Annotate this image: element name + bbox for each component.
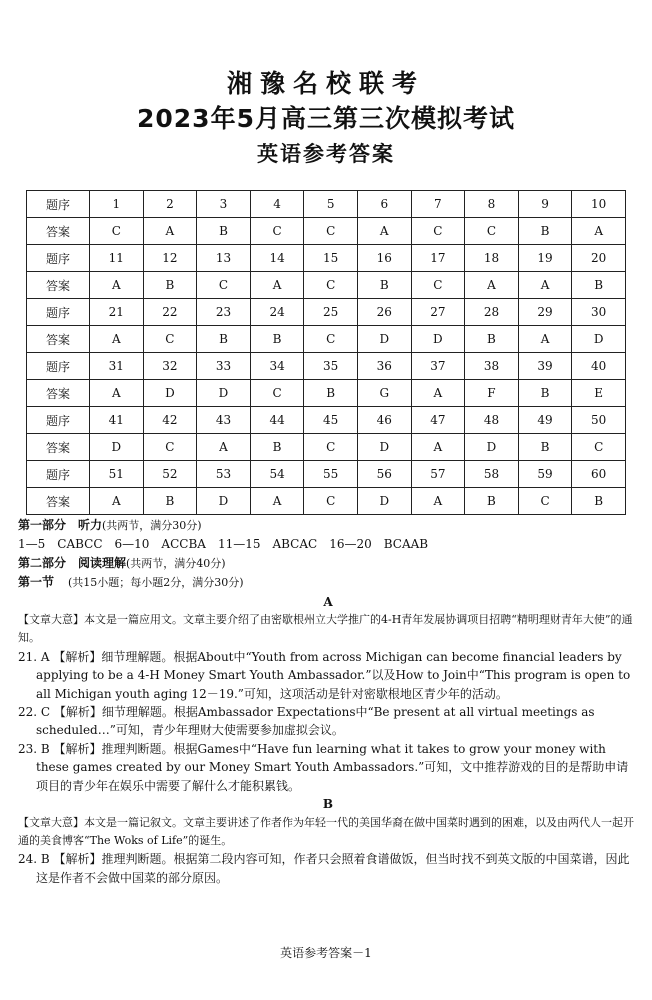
section1-note: (共15小题；每小题2分，满分30分) [68,576,244,590]
answer-label-cell: 答案 [27,326,90,353]
explanation-section [18,516,638,887]
question-number-cell: 57 [411,461,465,488]
answer-letter-cell: C [304,434,358,461]
question-number-cell: 39 [518,353,572,380]
answer-letter-cell: B [465,488,519,515]
question-number-cell: 55 [304,461,358,488]
question-number-cell: 38 [465,353,519,380]
question-number-cell: 18 [465,245,519,272]
answer-letter-cell: C [465,218,519,245]
answer-letter-cell: B [197,218,251,245]
question-number-cell: 50 [572,407,626,434]
question-label-cell: 题序 [27,353,90,380]
answer-letter-cell: C [304,488,358,515]
question-number-cell: 6 [357,191,411,218]
answer-letter-cell: B [518,218,572,245]
answer-letter-cell: C [143,326,197,353]
question-number-cell: 21 [90,299,144,326]
answer-letter-cell: A [90,380,144,407]
answer-letter-cell: A [411,488,465,515]
question-number-cell: 10 [572,191,626,218]
answer-letter-cell: E [572,380,626,407]
question-number-cell: 34 [250,353,304,380]
question-number-cell: 19 [518,245,572,272]
question-number-cell: 31 [90,353,144,380]
answer-letter-cell: B [304,380,358,407]
question-number-cell: 17 [411,245,465,272]
question-number-cell: 43 [197,407,251,434]
question-number-cell: 7 [411,191,465,218]
question-row [27,191,626,218]
section1-heading: 第一节 [18,575,55,590]
part1-note: (共两节，满分30分) [102,519,202,532]
answer-label-cell: 答案 [27,218,90,245]
question-number-cell: 53 [197,461,251,488]
answer-letter-cell: D [357,326,411,353]
answer-letter-cell: C [304,326,358,353]
question-number-cell: 58 [465,461,519,488]
question-number-cell: 42 [143,407,197,434]
answer-letter-cell: B [143,272,197,299]
answer-row [27,380,626,407]
answer-letter-cell: D [411,326,465,353]
answer-letter-cell: B [357,272,411,299]
question-number-cell: 1 [90,191,144,218]
answer-letter-cell: C [518,488,572,515]
question-number-cell: 2 [143,191,197,218]
answer-letter-cell: A [518,272,572,299]
part1-heading: 第一部分 听力 [18,518,103,532]
answer-letter-cell: A [90,488,144,515]
question-24-explanation: 24. B 【解析】推理判断题。根据第二段内容可知，作者只会照着食谱做饭，但当时找不到英文版的中国菜谱，因此这是作者不会做中国菜的部分原因。 [18,852,630,885]
answer-letter-cell: B [572,488,626,515]
question-number-cell: 60 [572,461,626,488]
question-number-cell: 29 [518,299,572,326]
question-number-cell: 11 [90,245,144,272]
answer-letter-cell: A [518,326,572,353]
question-number-cell: 25 [304,299,358,326]
answer-letter-cell: D [197,380,251,407]
question-22-explanation: 22. C 【解析】细节理解题。根据Ambassador Expectations中“Be present at all virtual meetings as scheduled…”可知，青少年理财大使需要参加虚拟会议。 [18,705,595,738]
part2-heading: 第二部分 阅读理解 [18,555,127,570]
answer-letter-cell: A [357,218,411,245]
question-number-cell: 56 [357,461,411,488]
question-number-cell: 28 [465,299,519,326]
answer-letter-cell: D [357,434,411,461]
answer-letter-cell: A [143,218,197,245]
question-number-cell: 13 [197,245,251,272]
answer-letter-cell: C [304,218,358,245]
question-number-cell: 23 [197,299,251,326]
exam-title-line2: 2023年5月高三第三次模拟考试 [137,104,515,133]
question-label-cell: 题序 [27,191,90,218]
question-number-cell: 36 [357,353,411,380]
exam-title-line3: 英语参考答案 [257,142,395,166]
question-number-cell: 41 [90,407,144,434]
answer-letter-cell: C [411,272,465,299]
answer-letter-cell: B [197,326,251,353]
answer-letter-cell: C [250,380,304,407]
question-number-cell: 24 [250,299,304,326]
answer-label-cell: 答案 [27,272,90,299]
question-number-cell: 44 [250,407,304,434]
answer-letter-cell: C [572,434,626,461]
question-number-cell: 9 [518,191,572,218]
question-row [27,407,626,434]
answer-letter-cell: B [250,434,304,461]
answer-letter-cell: B [572,272,626,299]
page-footer: 英语参考答案－1 [280,946,372,960]
question-number-cell: 48 [465,407,519,434]
part2-line [18,554,638,573]
answer-letter-cell: D [465,434,519,461]
answer-table-body [27,191,626,515]
answer-letter-cell: C [197,272,251,299]
question-number-cell: 51 [90,461,144,488]
answer-letter-cell: B [143,488,197,515]
answer-letter-cell: A [90,326,144,353]
question-number-cell: 5 [304,191,358,218]
answer-letter-cell: C [304,272,358,299]
answer-letter-cell: B [465,326,519,353]
answer-letter-cell: B [250,326,304,353]
question-number-cell: 15 [304,245,358,272]
question-number-cell: 8 [465,191,519,218]
question-number-cell: 47 [411,407,465,434]
question-number-cell: 35 [304,353,358,380]
answer-row [27,434,626,461]
answer-letter-cell: A [411,434,465,461]
answer-letter-cell: D [197,488,251,515]
question-23-explanation: 23. B 【解析】推理判断题。根据Games中“Have fun learning what it takes to grow your money with these games created by our Money Smart Youth Ambassadors.”可知，文中推荐游戏的目的是帮助申请项目的青少年在娱乐中需要了解什么才能积累钱。 [18,741,629,793]
answer-letter-cell: A [250,488,304,515]
answer-label-cell: 答案 [27,434,90,461]
answer-row [27,272,626,299]
question-number-cell: 46 [357,407,411,434]
question-number-cell: 52 [143,461,197,488]
answer-row [27,488,626,515]
question-number-cell: 49 [518,407,572,434]
answer-row [27,218,626,245]
answer-letter-cell: A [465,272,519,299]
answer-letter-cell: B [518,380,572,407]
question-label-cell: 题序 [27,299,90,326]
answer-letter-cell: C [90,218,144,245]
question-number-cell: 22 [143,299,197,326]
question-label-cell: 题序 [27,245,90,272]
question-number-cell: 59 [518,461,572,488]
question-label-cell: 题序 [27,461,90,488]
answer-letter-cell: A [250,272,304,299]
question-21-explanation: 21. A 【解析】细节理解题。根据About中“Youth from across Michigan can become financial leaders by applying to be a 4-H Money Smart Youth Ambassador.”以及How to Join中“This program is open to all Michigan youth aging 12－19.”可知，这项活动是针对密歇根地区青少年的活动。 [18,649,631,701]
question-number-cell: 45 [304,407,358,434]
question-number-cell: 3 [197,191,251,218]
answer-letter-cell: D [572,326,626,353]
question-row [27,245,626,272]
question-number-cell: 27 [411,299,465,326]
section1-line [18,573,638,592]
passage-b-letter: B [322,797,334,812]
question-number-cell: 37 [411,353,465,380]
passage-a-letter: A [323,594,333,609]
answer-letter-cell: D [143,380,197,407]
answer-letter-cell: C [143,434,197,461]
question-label-cell: 题序 [27,407,90,434]
passage-b-summary: 【文章大意】本文是一篇记叙文。文章主要讲述了作者作为年轻一代的美国华裔在做中国菜时遇到的困难，以及由两代人一起开通的美食博客“The Woks of Life”的诞生。 [18,815,634,847]
question-number-cell: 14 [250,245,304,272]
answer-letter-cell: B [518,434,572,461]
answer-letter-cell: G [357,380,411,407]
answer-letter-cell: A [197,434,251,461]
passage-a-summary: 【文章大意】本文是一篇应用文。文章主要介绍了由密歇根州立大学推广的4-H青年发展协调项目招聘“精明理财青年大使”的通知。 [18,613,633,645]
answer-letter-cell: F [465,380,519,407]
answer-letter-cell: D [90,434,144,461]
answer-letter-cell: A [90,272,144,299]
answer-label-cell: 答案 [27,488,90,515]
answer-letter-cell: C [250,218,304,245]
answer-letter-cell: D [357,488,411,515]
part1-line [18,516,638,535]
answer-letter-cell: C [411,218,465,245]
exam-title-line1: 湘豫名校联考 [226,69,425,98]
question-row [27,353,626,380]
part1-answers: 1—5 CABCC 6—10 ACCBA 11—15 ABCAC 16—20 BCAAB [18,537,429,552]
question-number-cell: 26 [357,299,411,326]
answer-letter-cell: A [411,380,465,407]
question-number-cell: 30 [572,299,626,326]
question-number-cell: 54 [250,461,304,488]
question-row [27,299,626,326]
answer-table [26,190,626,515]
question-number-cell: 16 [357,245,411,272]
question-number-cell: 12 [143,245,197,272]
answer-label-cell: 答案 [27,380,90,407]
answer-row [27,326,626,353]
question-number-cell: 40 [572,353,626,380]
question-number-cell: 32 [143,353,197,380]
question-number-cell: 20 [572,245,626,272]
question-number-cell: 4 [250,191,304,218]
part2-note: (共两节，满分40分) [126,556,226,570]
question-number-cell: 33 [197,353,251,380]
question-row [27,461,626,488]
answer-letter-cell: A [572,218,626,245]
